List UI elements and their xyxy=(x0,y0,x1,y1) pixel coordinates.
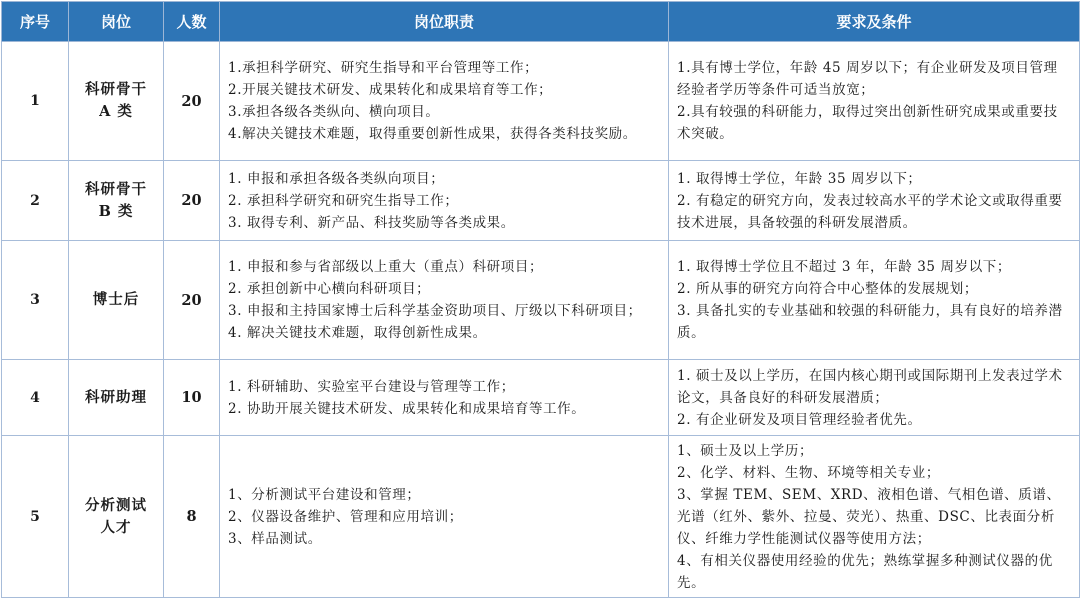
table-row xyxy=(2,241,1080,360)
position-line: 博士后 xyxy=(92,291,140,308)
table-row xyxy=(2,436,1080,598)
duty-item: 2、仪器设备维护、管理和应用培训； xyxy=(228,508,463,525)
duty-item: 3、样品测试。 xyxy=(228,530,322,547)
row-seq: 3 xyxy=(2,241,69,360)
row-seq: 5 xyxy=(2,436,69,598)
row-duties xyxy=(220,42,669,161)
row-duties xyxy=(220,241,669,360)
duty-item: 2. 协助开展关键技术研发、成果转化和成果培育等工作。 xyxy=(228,400,586,417)
row-duties xyxy=(220,360,669,436)
position-line: 分析测试 xyxy=(85,496,147,514)
duty-item: 2.开展关键技术研发、成果转化和成果培育等工作； xyxy=(228,82,553,98)
row-position xyxy=(69,161,164,241)
row-requirements xyxy=(669,436,1080,598)
requirement-item: 2. 有企业研发及项目管理经验者优先。 xyxy=(677,411,922,428)
duty-item: 4.解决关键技术难题，取得重要创新性成果，获得各类科技奖励。 xyxy=(228,126,637,142)
row-position xyxy=(69,360,164,436)
header-seq: 序号 xyxy=(2,2,69,42)
requirement-item: 3、掌握 TEM、SEM、XRD、液相色谱、气相色谱、质谱、光谱（红外、紫外、拉曼、荧光）、热重、DSC、比表面分析仪、纤维力学性能测试仪器等使用方法； xyxy=(677,486,1061,547)
requirement-item: 2. 有稳定的研究方向，发表过较高水平的学术论文或取得重要技术进展，具备较强的科研发展潜质。 xyxy=(677,192,1063,231)
requirement-item: 1. 取得博士学位，年龄 35 周岁以下； xyxy=(677,170,922,187)
requirement-item: 1、硕士及以上学历； xyxy=(677,442,814,459)
header-duties: 岗位职责 xyxy=(220,2,669,42)
duty-item: 1. 申报和承担各级各类纵向项目； xyxy=(228,170,445,187)
duty-item: 3. 取得专利、新产品、科技奖励等各类成果。 xyxy=(228,214,515,231)
duty-item: 1、分析测试平台建设和管理； xyxy=(228,486,421,503)
duty-item: 3.承担各级各类纵向、横向项目。 xyxy=(228,104,440,120)
requirement-item: 1. 取得博士学位且不超过 3 年，年龄 35 周岁以下； xyxy=(677,259,1012,275)
duty-item: 3. 申报和主持国家博士后科学基金资助项目、厅级以下科研项目； xyxy=(228,303,642,319)
duty-item: 2. 承担科学研究和研究生指导工作； xyxy=(228,192,459,209)
requirement-item: 1.具有博士学位，年龄 45 周岁以下；有企业研发及项目管理经验者学历等条件可适当放宽； xyxy=(677,60,1058,98)
duty-item: 1. 申报和参与省部级以上重大（重点）科研项目； xyxy=(228,259,544,275)
table-row xyxy=(2,42,1080,161)
position-line: 人才 xyxy=(100,518,132,536)
position-line: B 类 xyxy=(98,202,134,220)
row-position xyxy=(69,42,164,161)
row-count: 20 xyxy=(164,241,220,360)
row-duties xyxy=(220,161,669,241)
header-count: 人数 xyxy=(164,2,220,42)
row-count: 20 xyxy=(164,161,220,241)
position-line: 科研骨干 xyxy=(85,81,147,98)
requirement-item: 4、有相关仪器使用经验的优先；熟练掌握多种测试仪器的优先。 xyxy=(677,552,1053,591)
row-count: 10 xyxy=(164,360,220,436)
requirement-item: 3. 具备扎实的专业基础和较强的科研能力，具有良好的培养潜质。 xyxy=(677,303,1063,341)
row-requirements xyxy=(669,42,1080,161)
requirement-item: 1. 硕士及以上学历，在国内核心期刊或国际期刊上发表过学术论文，具备良好的科研发展潜质； xyxy=(677,367,1063,406)
position-line: A 类 xyxy=(99,103,133,120)
header-requirements: 要求及条件 xyxy=(669,2,1080,42)
header-position: 岗位 xyxy=(69,2,164,42)
duty-item: 1.承担科学研究、研究生指导和平台管理等工作； xyxy=(228,60,539,76)
row-seq: 4 xyxy=(2,360,69,436)
row-count: 8 xyxy=(164,436,220,598)
row-position xyxy=(69,436,164,598)
position-line: 科研助理 xyxy=(85,388,147,406)
row-position xyxy=(69,241,164,360)
duty-item: 4. 解决关键技术难题，取得创新性成果。 xyxy=(228,325,487,341)
duty-item: 1. 科研辅助、实验室平台建设与管理等工作； xyxy=(228,378,515,395)
duty-item: 2. 承担创新中心横向科研项目； xyxy=(228,281,431,297)
row-count: 20 xyxy=(164,42,220,161)
row-seq: 2 xyxy=(2,161,69,241)
requirement-item: 2、化学、材料、生物、环境等相关专业； xyxy=(677,464,940,481)
table-header-row xyxy=(2,2,1080,42)
row-requirements xyxy=(669,241,1080,360)
table-row xyxy=(2,161,1080,241)
table-row xyxy=(2,360,1080,436)
requirement-item: 2.具有较强的科研能力，取得过突出创新性研究成果或重要技术突破。 xyxy=(677,104,1058,142)
row-requirements xyxy=(669,161,1080,241)
row-seq: 1 xyxy=(2,42,69,161)
position-line: 科研骨干 xyxy=(85,180,147,198)
requirement-item: 2. 所从事的研究方向符合中心整体的发展规划； xyxy=(677,281,978,297)
row-duties xyxy=(220,436,669,598)
row-requirements xyxy=(669,360,1080,436)
recruitment-table xyxy=(1,1,1080,598)
